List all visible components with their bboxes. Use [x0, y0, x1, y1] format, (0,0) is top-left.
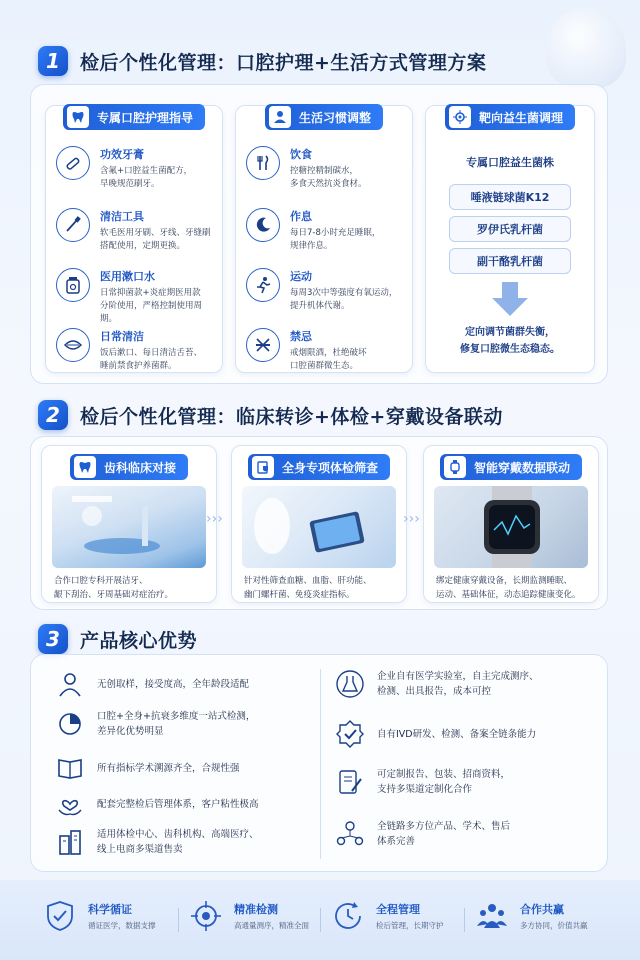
- tooth-icon: [74, 456, 96, 478]
- advantage-line: 支持多渠道定制化合作: [377, 784, 473, 795]
- tooth-shield-icon: [67, 106, 89, 128]
- oral-item-desc: 早晚规范刷牙。: [100, 179, 160, 189]
- team-icon: [474, 898, 510, 934]
- dental-referral-header-label: 齿科临床对接: [103, 460, 177, 475]
- body-check-header-label: 全身专项体检筛查: [281, 460, 379, 475]
- advantage-line: 配套完整检后管理体系，客户粘性极高: [97, 798, 259, 810]
- advantage-text: [97, 827, 259, 857]
- dental-referral-header: [70, 454, 188, 480]
- oral-care-header-label: 专属口腔护理指导: [96, 110, 194, 125]
- footer-title: 精准检测: [234, 903, 278, 916]
- lifestyle-header-label: 生活习惯调整: [298, 110, 372, 125]
- advantage-text: [97, 761, 240, 776]
- flask-icon: [333, 667, 367, 701]
- clock-icon: [330, 898, 366, 934]
- footer-sub: 高通量测序，精准全面: [234, 921, 309, 930]
- section2-panel: [30, 436, 608, 610]
- advantage-right: [333, 717, 536, 751]
- footer-bar: [0, 880, 640, 960]
- dental-referral-text: [54, 574, 208, 602]
- probiotic-strain-label: 专属口腔益生菌株: [466, 156, 554, 169]
- wearable-header-label: 智能穿戴数据联动: [473, 460, 571, 475]
- life-item-desc: 控糖控精制碳水，: [290, 166, 359, 176]
- life-item-taboo: [246, 328, 404, 373]
- body-check-line: 针对性筛查血糖、血脂、肝功能、: [244, 576, 372, 586]
- section2-header: [38, 400, 503, 430]
- oral-item-desc: 搭配使用，定期更换。: [100, 241, 186, 251]
- book-icon: [53, 751, 87, 785]
- life-item-desc: 戒烟限酒，杜绝破坏: [290, 348, 367, 358]
- no-smoking-icon: [246, 328, 280, 362]
- section2-number: 2: [38, 400, 68, 430]
- wearable-line: 运动、基础体征，动态追踪健康变化。: [436, 590, 581, 600]
- life-item-diet: [246, 146, 404, 191]
- dental-referral-line: 龈下刮治、牙周基础对症治疗。: [54, 590, 174, 600]
- oral-item-tools: [56, 208, 214, 253]
- advantage-left: [53, 707, 255, 741]
- footer-divider: [178, 908, 179, 932]
- column-divider: [320, 669, 321, 859]
- footer-divider: [464, 908, 465, 932]
- body-check-card: [231, 445, 407, 603]
- advantage-line: 线上电商多渠道售卖: [97, 844, 183, 855]
- life-item-title: 运动: [290, 270, 312, 283]
- advantage-text: [377, 727, 536, 742]
- probiotic-header: [445, 104, 575, 130]
- oral-item-title: 清洁工具: [100, 210, 144, 223]
- probiotic-result: [426, 324, 594, 358]
- footer-item-precision: [188, 898, 309, 934]
- probiotic-strain-pill: 副干酪乳杆菌: [449, 248, 571, 274]
- advantage-left: [53, 825, 259, 859]
- footer-title: 合作共赢: [520, 903, 564, 916]
- oral-item-cleaning: [56, 328, 214, 373]
- advantage-line: 全链路多方位产品、学术、售后: [377, 821, 511, 832]
- advantage-text: [97, 797, 259, 812]
- probiotic-result-line: 修复口腔微生态稳态。: [460, 344, 560, 355]
- life-item-title: 作息: [290, 210, 312, 223]
- footer-title: 科学循证: [88, 903, 132, 916]
- footer-sub: 循证医学，数据支撑: [88, 921, 156, 930]
- oral-item-desc: 睡前禁食护养菌群。: [100, 361, 177, 371]
- advantage-left: [53, 751, 240, 785]
- advantage-line: 检测、出具报告，成本可控: [377, 686, 492, 697]
- wearable-text: [436, 574, 590, 602]
- lab-tablet-photo: [242, 486, 396, 568]
- oral-item-desc: 饭后漱口、每日清洁舌苔、: [100, 348, 203, 358]
- oral-care-header: [63, 104, 205, 130]
- advantage-line: 所有指标学术溯源齐全，合规性强: [97, 762, 240, 774]
- bacteria-icon: [449, 106, 471, 128]
- body-check-text: [244, 574, 398, 602]
- advantage-line: 体系完善: [377, 836, 416, 847]
- advantage-text: [377, 819, 510, 849]
- lifestyle-header: [265, 104, 383, 130]
- probiotic-strain-pill: 唾液链球菌K12: [449, 184, 571, 210]
- advantage-line: 无创取样，接受度高，全年龄段适配: [97, 678, 250, 690]
- section3-title: 产品核心优势: [80, 629, 198, 652]
- dental-referral-line: 合作口腔专科开展洁牙、: [54, 576, 148, 586]
- advantage-line: 适用体检中心、齿科机构、高端医疗、: [97, 829, 259, 840]
- footer-sub: 多方协同，价值共赢: [520, 921, 588, 930]
- advantage-right: [333, 667, 539, 701]
- life-item-sleep: [246, 208, 404, 253]
- probiotic-header-label: 靶向益生菌调理: [478, 110, 564, 125]
- advantage-left: [53, 787, 259, 821]
- advantage-text: [97, 677, 249, 692]
- watch-icon: [444, 456, 466, 478]
- advantage-text: [377, 767, 510, 797]
- user-icon: [269, 106, 291, 128]
- probiotic-strain-pill: 罗伊氏乳杆菌: [449, 216, 571, 242]
- oral-item-desc: 分阶使用，严格控制使用周期。: [100, 301, 203, 324]
- advantage-text: [97, 709, 255, 739]
- section3-panel: [30, 654, 608, 872]
- oral-item-mouthwash: [56, 268, 214, 326]
- wearable-line: 绑定健康穿戴设备，长期监测睡眠、: [436, 576, 573, 586]
- advantage-left: [53, 667, 249, 701]
- person-icon: [53, 667, 87, 701]
- buildings-icon: [53, 825, 87, 859]
- footer-divider: [320, 908, 321, 932]
- life-item-desc: 口腔菌群微生态。: [290, 361, 359, 371]
- dental-clinic-photo: [52, 486, 206, 568]
- running-icon: [246, 268, 280, 302]
- oral-item-title: 日常清洁: [100, 330, 144, 343]
- oral-care-card: [45, 105, 223, 373]
- section1-panel: [30, 84, 608, 384]
- toothpaste-icon: [56, 146, 90, 180]
- section3-header: [38, 624, 197, 654]
- oral-item-desc: 含氟+口腔益生菌配方，: [100, 166, 193, 176]
- dental-referral-card: [41, 445, 217, 603]
- down-arrow-icon: [490, 282, 530, 316]
- life-item-desc: 每周3次中等强度有氧运动，: [290, 288, 398, 298]
- shield-check-icon: [42, 898, 78, 934]
- section1-header: [38, 46, 486, 76]
- life-item-desc: 提升机体代谢。: [290, 301, 350, 311]
- life-item-desc: 规律作息。: [290, 241, 333, 251]
- life-item-exercise: [246, 268, 404, 313]
- chevron-right-icon: ›››: [206, 511, 223, 527]
- smartwatch-photo: [434, 486, 588, 568]
- footer-sub: 检后管理，长期守护: [376, 921, 444, 930]
- network-icon: [333, 817, 367, 851]
- advantage-right: [333, 817, 510, 851]
- life-item-desc: 多食天然抗炎食材。: [290, 179, 367, 189]
- oral-item-desc: 日常抑菌款+炎症期医用款: [100, 288, 201, 298]
- advantage-line: 差异化优势明显: [97, 726, 164, 737]
- footer-item-management: [330, 898, 444, 934]
- pie-chart-icon: [53, 707, 87, 741]
- life-item-title: 禁忌: [290, 330, 312, 343]
- footer-item-cooperation: [474, 898, 588, 934]
- toothbrush-icon: [56, 208, 90, 242]
- advantage-right: [333, 765, 510, 799]
- hands-heart-icon: [53, 787, 87, 821]
- tooth-decoration: [546, 8, 626, 88]
- section3-number: 3: [38, 624, 68, 654]
- wearable-header: [440, 454, 582, 480]
- oral-item-toothpaste: [56, 146, 214, 191]
- probiotic-result-line: 定向调节菌群失衡，: [465, 327, 555, 338]
- section2-title: 检后个性化管理：临床转诊+体检+穿戴设备联动: [80, 405, 503, 428]
- advantage-text: [377, 669, 539, 699]
- probiotic-card: [425, 105, 595, 373]
- lifestyle-card: [235, 105, 413, 373]
- body-check-header: [248, 454, 390, 480]
- section1-number: 1: [38, 46, 68, 76]
- edit-doc-icon: [333, 765, 367, 799]
- advantage-line: 企业自有医学实验室，自主完成测序、: [377, 671, 539, 682]
- moon-icon: [246, 208, 280, 242]
- oral-item-desc: 软毛医用牙刷、牙线、牙缝刷: [100, 228, 211, 238]
- target-icon: [188, 898, 224, 934]
- wearable-card: [423, 445, 599, 603]
- oral-item-title: 功效牙膏: [100, 148, 144, 161]
- clipboard-shield-icon: [252, 456, 274, 478]
- advantage-line: 口腔+全身+抗衰多维度一站式检测，: [97, 711, 256, 722]
- mouth-icon: [56, 328, 90, 362]
- body-check-line: 幽门螺杆菌、免疫炎症指标。: [244, 590, 355, 600]
- footer-item-science: [42, 898, 156, 934]
- advantage-line: 可定制报告、包装、招商资料，: [377, 769, 511, 780]
- utensils-icon: [246, 146, 280, 180]
- badge-check-icon: [333, 717, 367, 751]
- life-item-title: 饮食: [290, 148, 312, 161]
- chevron-right-icon: ›››: [403, 511, 420, 527]
- section1-title: 检后个性化管理：口腔护理+生活方式管理方案: [80, 51, 487, 74]
- footer-title: 全程管理: [376, 903, 420, 916]
- advantage-line: 自有IVD研发、检测、备案全链条能力: [377, 728, 537, 740]
- life-item-desc: 每日7-8小时充足睡眠，: [290, 228, 381, 238]
- oral-item-title: 医用漱口水: [100, 270, 155, 283]
- mouthwash-icon: [56, 268, 90, 302]
